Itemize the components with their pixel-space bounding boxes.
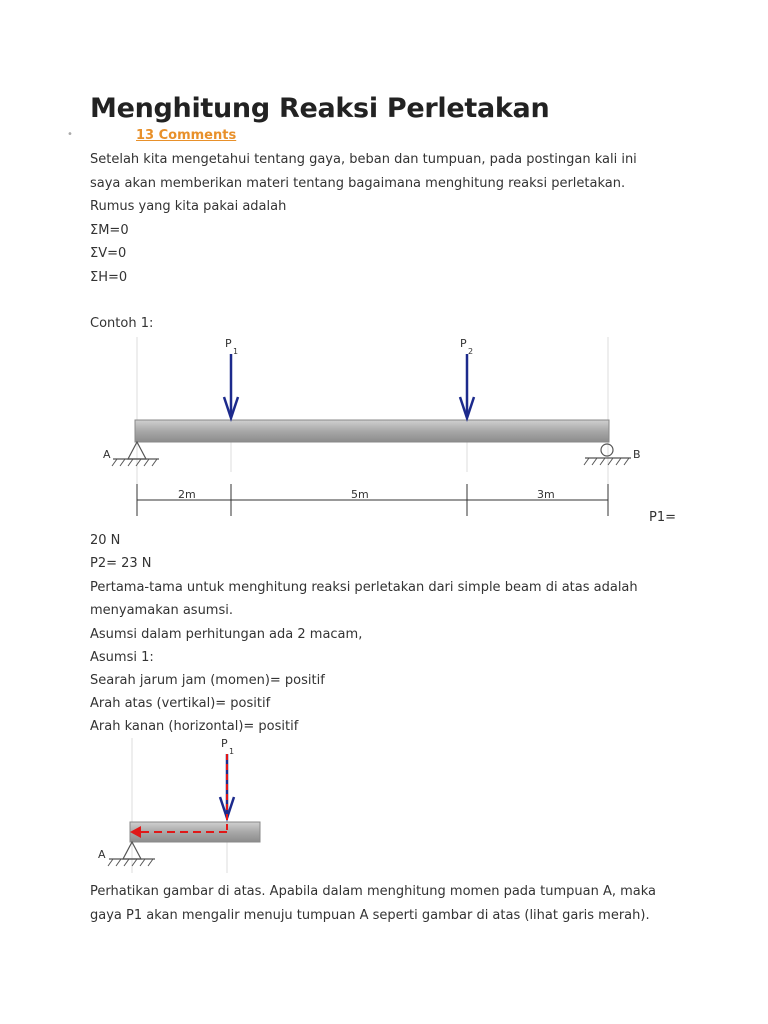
intro-line-1: Setelah kita mengetahui tentang gaya, beban dan tumpuan, pada postingan kali ini	[90, 152, 637, 167]
load-p1-subscript: 1	[233, 347, 239, 356]
formula-moment: ΣM=0	[90, 223, 129, 238]
support-b-label: B	[633, 448, 641, 461]
p2-value: P2= 23 N	[90, 556, 152, 571]
load-p2-label: P	[460, 337, 467, 350]
beam	[135, 420, 609, 442]
para-line-3: Asumsi dalam perhitungan ada 2 macam,	[90, 627, 363, 642]
comments-link[interactable]: 13 Comments	[136, 128, 237, 143]
load-p1-label: P	[225, 337, 232, 350]
moment-diagram	[95, 733, 265, 878]
dimension-3m: 3m	[537, 488, 555, 501]
dimension-2m: 2m	[178, 488, 196, 501]
load-p2-subscript: 2	[468, 347, 474, 356]
load-p1-label: P	[221, 737, 228, 750]
beam-diagram	[95, 332, 655, 522]
para-line-5: Searah jarum jam (momen)= positif	[90, 673, 325, 688]
list-bullet: •	[67, 129, 73, 140]
para-line-1: Pertama-tama untuk menghitung reaksi perletakan dari simple beam di atas adalah	[90, 580, 638, 595]
support-a-pin	[112, 442, 159, 466]
formula-vertical: ΣV=0	[90, 246, 127, 261]
page-title: Menghitung Reaksi Perletakan	[90, 93, 550, 124]
support-a-label: A	[103, 448, 111, 461]
para-line-6: Arah atas (vertikal)= positif	[90, 696, 271, 711]
intro-line-2: saya akan memberikan materi tentang bagaimana menghitung reaksi perletakan.	[90, 176, 626, 191]
load-p1-subscript: 1	[229, 747, 235, 756]
para-line-9: gaya P1 akan mengalir menuju tumpuan A seperti gambar di atas (lihat garis merah).	[90, 908, 650, 923]
support-a-label: A	[98, 848, 106, 861]
p1-value: 20 N	[90, 533, 121, 548]
p1-label: P1=	[649, 510, 677, 525]
para-line-2: menyamakan asumsi.	[90, 603, 233, 618]
example-label: Contoh 1:	[90, 316, 154, 331]
formula-horizontal: ΣH=0	[90, 270, 128, 285]
para-line-4: Asumsi 1:	[90, 650, 154, 665]
intro-line-3: Rumus yang kita pakai adalah	[90, 199, 287, 214]
dimension-5m: 5m	[351, 488, 369, 501]
para-line-7: Arah kanan (horizontal)= positif	[90, 719, 299, 734]
para-line-8: Perhatikan gambar di atas. Apabila dalam menghitung momen pada tumpuan A, maka	[90, 884, 657, 899]
